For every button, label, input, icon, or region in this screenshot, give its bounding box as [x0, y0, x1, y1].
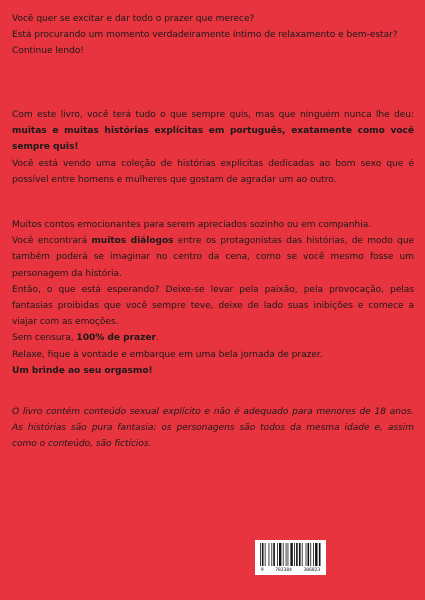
description-highlight: muitas e muitas histórias explícitas em português, exatamente como você sempre quis!: [12, 126, 414, 153]
description-paragraph: [12, 107, 414, 188]
description-sentence-1: [12, 107, 414, 156]
intro-line-1: Você quer se excitar e dar todo o prazer que merece?: [12, 14, 255, 24]
details-text: .: [155, 333, 159, 344]
barcode-number: [255, 568, 326, 573]
intro-line-2: Está procurando um momento verdadeiramente íntimo de relaxamento e bem-estar?: [12, 30, 398, 41]
description-text: Com este livro, você terá tudo o que sempre quis, mas que ninguém nunca lhe deu:: [12, 110, 414, 120]
content-disclaimer: [12, 404, 414, 453]
details-text: Sem censura,: [12, 333, 77, 344]
details-line-5: Relaxe, fique à vontade e embarque em uma bela jornada de prazer.: [12, 349, 323, 360]
details-line-4: [12, 330, 414, 346]
pleasure-highlight: 100% de prazer: [76, 333, 156, 344]
barcode-group-1: 783384: [275, 568, 292, 573]
closing-line: Um brinde ao seu orgasmo!: [12, 365, 153, 376]
details-text: entre os protagonistas das histórias, de modo que também poderá se imaginar no centro da cena, como se você mesmo fosse um personagem da história.: [12, 236, 414, 279]
barcode-digit-first: 9: [260, 568, 264, 573]
disclaimer-text: O livro contém conteúdo sexual explícito e não é adequado para menores de 18 anos. As histórias são pura fantasia: os personagens são todos da mesma idade e, assim como o conteúdo, são fictícios.: [12, 407, 414, 450]
description-sentence-2: Você está vendo uma coleção de histórias explícitas dedicadas ao bom sexo que é possível entre homens e mulheres que gostam de agradar um ao outro.: [12, 158, 414, 185]
intro-line-3: Continue lendo!: [12, 46, 84, 57]
isbn-barcode: [255, 540, 326, 575]
barcode-group-2: 386823: [303, 568, 321, 573]
details-paragraph: [12, 217, 414, 379]
intro-section: [12, 11, 414, 60]
details-line-2: [12, 233, 414, 282]
details-text: Você encontrará: [12, 236, 92, 247]
details-line-1: Muitos contos emocionantes para serem apreciados sozinho ou em companhia.: [12, 220, 372, 230]
barcode-bars: [258, 543, 323, 566]
details-line-3: Então, o que está esperando? Deixe-se levar pela paixão, pela provocação, pelas fantasias proibidas que você sempre teve, deixe de lado suas inibições e comece a viajar com as emoções.: [12, 284, 414, 328]
dialogues-highlight: muitos diálogos: [91, 236, 174, 247]
